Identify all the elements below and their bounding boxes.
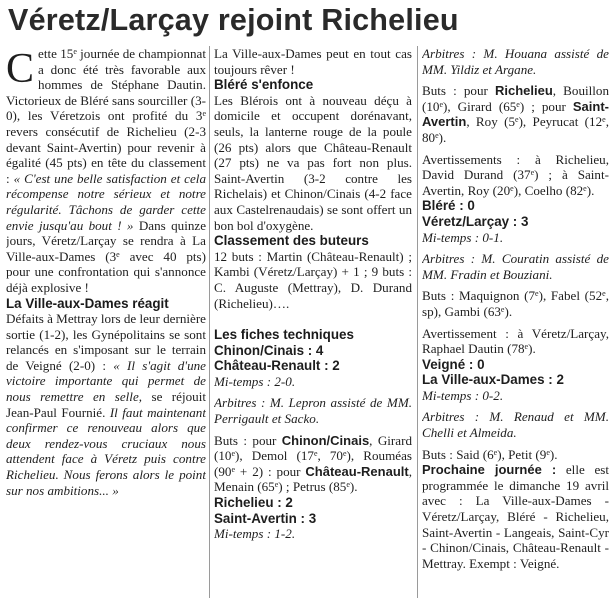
- subheading: La Ville-aux-Dames réagit: [6, 295, 169, 311]
- article-headline: Véretz/Larçay rejoint Richelieu: [8, 2, 459, 37]
- intro-paragraph: Cette 15e journée de championnat a donc été très favorable aux hommes de Stéphane Dautin. Victorieux de Bléré sans sourciller (3-0), les Véretzois ont profité du 3e revers consécutif de Richelieu (2-3 devant Saint-Avertin) pour revenir à égalité (45 pts) en tête du classement : « C'est une belle satisfaction et cela récompense notre sérieux et notre régularité. Tâchons de garder cette envie jusqu'au bout ! » Dans quinze jours, Véretz/Larçay se rendra à La Ville-aux-Dames (3e avec 40 pts) pour une confrontation qui s'annonce déjà explosive !: [6, 46, 206, 295]
- article-column-1: [6, 46, 206, 602]
- article-column-3: [422, 46, 609, 602]
- article-column-2: [214, 46, 412, 602]
- quote: « Il s'agit d'une victoire importante qui permet de nous remettre en selle,: [6, 357, 206, 405]
- match-score-home: Bléré : 0: [422, 198, 475, 214]
- quote: « C'est une belle satisfaction et cela récompense notre sérieux et notre régularité. Tâchons de garder cette envie jusqu'au bout ! »: [6, 170, 206, 233]
- next-round: Prochaine journée : elle est programmée le dimanche 19 avril avec : La Ville-aux-Dames - Véretz/Larçay, Bléré - Richelieu, Saint-Avertin - Langeais, Saint-Cyr - Chinon/Cinais, Château-Renault - Mettray. Exempt : Veigné.: [422, 462, 609, 571]
- referees: Arbitres : M. Lepron assisté de MM. Perrigault et Sacko.: [214, 395, 412, 427]
- subheading: Les fiches techniques: [214, 327, 354, 343]
- goals: Buts : pour Chinon/Cinais, Girard (10e), Demol (17e, 70e), Rouméas $(90^e + 2)$ : pour Château-Renault, Menain (65e) ; Petrus (85e).: [214, 432, 412, 495]
- column-divider: [417, 46, 418, 598]
- halftime: Mi-temps : 1-2.: [214, 526, 296, 542]
- goals: Buts : pour Richelieu, Bouillon (10e), Girard (65e) ; pour Saint-Avertin, Roy (5e), Peyrucat (12e, 80e).: [422, 83, 609, 145]
- referees: Arbitres : M. Houana assisté de MM. Yildiz et Argane.: [422, 46, 609, 77]
- quote: Il faut maintenant confirmer ce renouveau alors que deux rendez-vous cruciaux nous attendent face à Véretz puis contre Richelieu. Nous ferons alors le point sur nos ambitions... »: [6, 404, 206, 498]
- paragraph: Défaits à Mettray lors de leur dernière sortie (1-2), les Gynépolitains se sont relancés en s'imposant sur le terrain de Veigné (2-0) : « Il s'agit d'une victoire importante qui permet de nous remettre en selle, se réjouit Jean-Paul Fournié. Il faut maintenant confirmer ce renouveau alors que deux rendez-vous cruciaux nous attendent face à Véretz puis contre Richelieu. Nous ferons alors le point sur nos ambitions... »: [6, 311, 206, 498]
- paragraph: Les Blérois ont à nouveau déçu à domicile et occupent dorénavant, seuls, la lanterne rouge de la poule (26 pts) alors que Château-Renault (27 pts) ne va pas fort non plus. Saint-Avertin (3-2 contre les Richelais) et Chinon/Cinais (4-2 face aux Castelrenaudais) se sont offert un bon bol d'oxygène.: [214, 92, 412, 233]
- warnings: Avertissement : à Véretz/Larçay, Raphael Dautin (78e).: [422, 325, 609, 357]
- subheading: Bléré s'enfonce: [214, 77, 314, 93]
- drop-cap: C: [6, 46, 35, 92]
- match-score-away: La Ville-aux-Dames : 2: [422, 372, 564, 388]
- match-score-home: Richelieu : 2: [214, 495, 293, 511]
- referees: Arbitres : M. Renaud et MM. Chelli et Almeida.: [422, 409, 609, 441]
- halftime: Mi-temps : 2-0.: [214, 373, 296, 389]
- column-divider: [209, 46, 210, 598]
- goals: Buts : Said (6e), Petit (9e).: [422, 446, 558, 462]
- halftime: Mi-temps : 0-2.: [422, 387, 504, 403]
- match-score-away: Saint-Avertin : 3: [214, 510, 317, 526]
- match-score-away: Véretz/Larçay : 3: [422, 213, 529, 229]
- scorers-paragraph: 12 buts : Martin (Château-Renault) ; Kambi (Véretz/Larçay) + 1 ; 9 buts : C. Auguste (Mettray), D. Durand (Richelieu)….: [214, 248, 412, 311]
- halftime: Mi-temps : 0-1.: [422, 229, 504, 245]
- match-score-away: Château-Renault : 2: [214, 358, 340, 374]
- paragraph: La Ville-aux-Dames peut en tout cas toujours rêver !: [214, 46, 412, 77]
- warnings: Avertissements : à Richelieu, David Durand (37e) ; à Saint-Avertin, Roy (20e), Coelho (82e).: [422, 151, 609, 198]
- subheading: Classement des buteurs: [214, 233, 369, 249]
- referees: Arbitres : M. Couratin assisté de MM. Fradin et Bouziani.: [422, 251, 609, 282]
- match-score-home: Veigné : 0: [422, 356, 485, 372]
- match-score-home: Chinon/Cinais : 4: [214, 342, 324, 358]
- goals: Buts : Maquignon (7e), Fabel (52e, sp), Gambi (63e).: [422, 288, 609, 319]
